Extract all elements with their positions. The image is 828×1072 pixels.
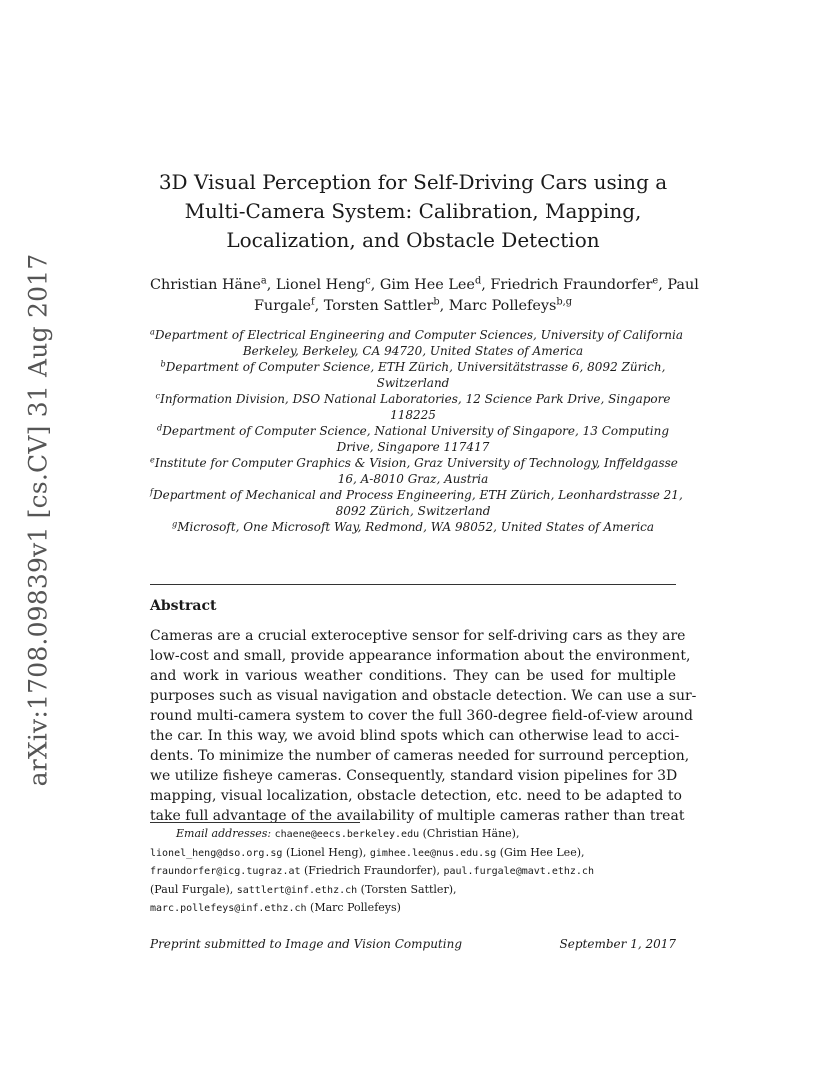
author-affiliation-mark: c — [365, 275, 371, 287]
abstract-line: round multi-camera system to cover the full 360-degree field-of-view around — [150, 708, 693, 724]
email-address: lionel_heng@dso.org.sg — [150, 847, 283, 859]
abstract-line: and work in various weather conditions. They can be used for multiple — [150, 668, 676, 684]
affiliation-line — [150, 343, 676, 359]
affiliation-text: Berkeley, Berkeley, CA 94720, United States of America — [242, 344, 584, 358]
author-separator: , — [439, 298, 449, 314]
footnote-text: (Marc Pollefeys) — [306, 901, 401, 914]
affiliation-text: Drive, Singapore 117417 — [336, 440, 490, 454]
affiliation-mark: g — [171, 518, 178, 529]
abstract-heading: Abstract — [150, 598, 217, 614]
author-affiliation-mark: e — [652, 275, 659, 287]
abstract-body — [150, 626, 697, 826]
affiliation-mark: c — [155, 390, 161, 401]
abstract-line: mapping, visual localization, obstacle detection, etc. need to be adapted to — [150, 788, 682, 804]
affiliation-line — [150, 503, 676, 519]
affiliation-line — [150, 455, 676, 471]
author-separator: , — [314, 298, 324, 314]
affiliation-text: 8092 Zürich, Switzerland — [335, 504, 491, 518]
author-name: Marc Pollefeys — [448, 298, 557, 314]
affiliation-line — [150, 326, 683, 343]
affiliation-text: Department of Mechanical and Process Engineering, ETH Zürich, Leonhardstrasse 21, — [153, 488, 683, 502]
affiliation-mark: f — [150, 486, 154, 497]
abstract-line: Cameras are a crucial exteroceptive sensor for self-driving cars as they are — [150, 628, 686, 644]
affiliation-text: Information Division, DSO National Laboratories, 12 Science Park Drive, Singapore — [160, 392, 671, 406]
affiliation-text: Switzerland — [376, 376, 450, 390]
affiliation-line — [150, 471, 676, 487]
affiliation-text: Department of Computer Science, ETH Zürich, Universitätstrasse 6, 8092 Zürich, — [165, 360, 666, 374]
author-name: Christian Häne — [150, 277, 261, 293]
affiliation-text: Institute for Computer Graphics & Vision, Graz University of Technology, Inffeldgasse — [154, 456, 678, 470]
preprint-date: September 1, 2017 — [559, 937, 676, 951]
author-separator: , — [658, 277, 668, 293]
abstract-line: dents. To minimize the number of cameras needed for surround perception, — [150, 748, 690, 764]
footnote-line — [150, 844, 676, 863]
affiliation-text: Department of Computer Science, National University of Singapore, 13 Computing — [162, 424, 670, 438]
footnote-text: (Friedrich Fraundorfer), — [300, 864, 444, 877]
footnote-line — [150, 862, 676, 881]
author-list — [150, 275, 699, 317]
footnote-text: (Torsten Sattler), — [357, 882, 457, 896]
title-line: Localization, and Obstacle Detection — [226, 228, 600, 252]
footnote-line — [150, 881, 676, 900]
footnote-text: (Gim Hee Lee), — [496, 845, 585, 859]
author-separator: , — [481, 277, 491, 293]
author-name: Lionel Heng — [275, 277, 366, 293]
affiliation-text: Department of Electrical Engineering and Computer Sciences, University of California — [154, 328, 683, 342]
title-line: Multi-Camera System: Calibration, Mapping, — [184, 199, 642, 223]
author-name: Friedrich Fraundorfer — [490, 277, 653, 293]
abstract-line: the car. In this way, we avoid blind spots which can otherwise lead to acci- — [150, 728, 680, 744]
affiliation-text: Microsoft, One Microsoft Way, Redmond, WA 98052, United States of America — [177, 520, 655, 534]
email-address: gimhee.lee@nus.edu.sg — [369, 847, 497, 859]
author-separator: , — [266, 277, 276, 293]
author-name: Torsten Sattler — [323, 298, 434, 314]
affiliation-line — [150, 375, 676, 391]
author-affiliation-mark: b — [433, 296, 440, 308]
arxiv-identifier: arXiv:1708.09839v1 [cs.CV] 31 Aug 2017 — [23, 253, 53, 787]
footnote-text: (Christian Häne), — [419, 827, 520, 840]
footnote-line — [150, 825, 676, 844]
footnote-text: (Lionel Heng), — [282, 845, 370, 859]
email-address: marc.pollefeys@inf.ethz.ch — [150, 903, 307, 914]
author-affiliation-mark: a — [260, 275, 267, 287]
page-footer — [150, 937, 676, 951]
author-separator: , — [370, 277, 380, 293]
email-address: chaene@eecs.berkeley.edu — [274, 829, 420, 840]
email-address: sattlert@inf.ethz.ch — [236, 884, 358, 896]
affiliation-line — [150, 519, 676, 535]
author-name: Paul — [667, 277, 699, 293]
author-affiliation-mark: b,g — [556, 296, 573, 308]
affiliation-text: 16, A-8010 Graz, Austria — [337, 472, 489, 486]
footnote-rule — [150, 822, 360, 823]
email-address: paul.furgale@mavt.ethz.ch — [443, 866, 594, 877]
author-name: Furgale — [253, 298, 311, 314]
abstract-line: take full advantage of the availability of multiple cameras rather than treat — [150, 808, 685, 824]
abstract-top-rule — [150, 584, 676, 585]
footnote-line — [150, 899, 676, 918]
abstract-line: we utilize fisheye cameras. Consequently, standard vision pipelines for 3D — [150, 768, 678, 784]
affiliation-list — [150, 326, 683, 535]
paper-title — [150, 168, 676, 255]
abstract-line: purposes such as visual navigation and obstacle detection. We can use a sur- — [150, 688, 697, 704]
author-name: Gim Hee Lee — [379, 277, 475, 293]
affiliation-line — [150, 391, 676, 407]
affiliation-mark: e — [150, 454, 155, 465]
affiliation-line — [150, 486, 683, 503]
affiliation-text: 118225 — [390, 408, 436, 422]
abstract-line: low-cost and small, provide appearance information about the environment, — [150, 648, 691, 664]
affiliation-line — [150, 407, 676, 423]
affiliation-mark: b — [160, 358, 166, 369]
title-line: 3D Visual Perception for Self-Driving Cars using a — [158, 170, 668, 194]
affiliation-line — [150, 423, 676, 439]
author-affiliation-mark: d — [474, 275, 482, 287]
affiliation-line — [150, 359, 676, 375]
affiliation-mark: d — [156, 422, 163, 433]
author-line — [150, 275, 699, 296]
author-affiliation-mark: f — [310, 296, 315, 308]
email-footnote — [150, 825, 676, 918]
preprint-notice: Preprint submitted to Image and Vision Computing — [150, 937, 462, 951]
email-label: Email addresses: — [176, 827, 272, 840]
affiliation-line — [150, 439, 676, 455]
footnote-text: (Paul Furgale), — [150, 882, 237, 896]
affiliation-mark: a — [150, 326, 155, 337]
email-address: fraundorfer@icg.tugraz.at — [150, 866, 301, 877]
author-line — [150, 296, 676, 317]
